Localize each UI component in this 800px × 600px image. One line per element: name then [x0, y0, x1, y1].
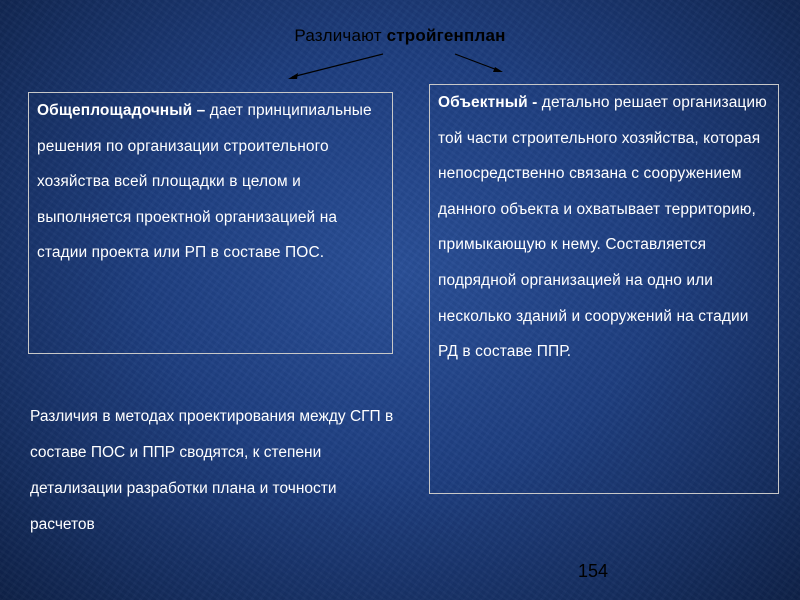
general-site-plan-text: дает принципиальные решения по организации строительного хозяйства всей площадки в целом и выполняется проектной организацией на стадии проекта или РП в составе ПОС.	[37, 102, 372, 262]
arrow-right-line	[455, 54, 500, 71]
title-bold: стройгенплан	[386, 26, 506, 45]
general-site-plan-heading: Общеплощадочный –	[37, 102, 206, 119]
arrow-right-head	[493, 67, 503, 72]
title-prefix: Различают	[294, 26, 387, 45]
object-plan-heading: Объектный -	[438, 94, 538, 111]
general-site-plan-box	[28, 92, 393, 354]
object-plan-text: детально решает организацию той части строительного хозяйства, которая непосредственно связана с сооружением данного объекта и охватывает территорию, примыкающую к нему. Составляется подрядной организацией на одно или несколько зданий и сооружений на стадии РД в составе ППР.	[438, 94, 767, 361]
object-plan-box	[429, 84, 779, 494]
differences-note: Различия в методах проектирования между СГП в составе ПОС и ППР сводятся, к степени детализации разработки плана и точности расчетов	[30, 408, 394, 533]
arrow-left-head	[288, 73, 298, 79]
page-number: 154	[578, 561, 609, 581]
arrow-left-line	[292, 54, 383, 77]
